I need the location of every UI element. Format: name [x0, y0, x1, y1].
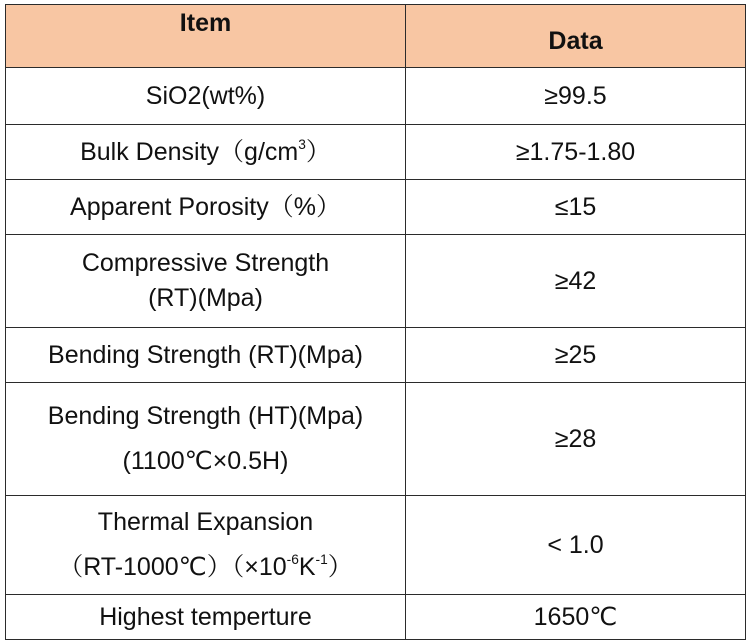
table-row	[6, 235, 746, 328]
table-row	[6, 180, 746, 235]
table-header-row	[6, 5, 746, 68]
table-row	[6, 328, 746, 383]
item-superscript: -1	[315, 552, 328, 567]
specification-table	[5, 4, 746, 640]
data-cell: ≥42	[406, 235, 746, 328]
table-row	[6, 125, 746, 180]
item-label-line-1: Thermal Expansion	[97, 508, 314, 537]
item-label-suffix: ）	[305, 137, 331, 166]
item-column-header: Item	[6, 5, 406, 68]
table-row	[6, 496, 746, 595]
item-label-part: ）	[327, 553, 353, 581]
item-cell	[6, 125, 406, 180]
table-row	[6, 383, 746, 496]
data-cell: ≥99.5	[406, 68, 746, 125]
item-cell	[6, 383, 406, 496]
item-cell	[6, 180, 406, 235]
item-cell	[6, 68, 406, 125]
item-cell	[6, 595, 406, 640]
item-label-line-2: (RT)(Mpa)	[148, 284, 263, 312]
data-cell: ≥28	[406, 383, 746, 496]
item-label: Apparent Porosity（%）	[70, 192, 341, 221]
item-label-line-1: Compressive Strength	[81, 249, 330, 278]
data-cell: ≥25	[406, 328, 746, 383]
data-cell: 1650℃	[406, 595, 746, 640]
data-cell: < 1.0	[406, 496, 746, 595]
item-superscript: 3	[298, 136, 306, 152]
item-label-line-2: (1100℃×0.5H)	[122, 447, 289, 475]
item-cell	[6, 235, 406, 328]
item-cell	[6, 328, 406, 383]
item-label-part: K	[298, 553, 316, 581]
table-row	[6, 595, 746, 640]
item-label: SiO2(wt%)	[145, 81, 266, 110]
table-row	[6, 68, 746, 125]
data-cell: ≤15	[406, 180, 746, 235]
data-column-header: Data	[406, 5, 746, 68]
data-cell: ≥1.75-1.80	[406, 125, 746, 180]
item-cell	[6, 496, 406, 595]
item-superscript: -6	[286, 552, 299, 567]
item-label-part: （RT-1000℃）（×10	[58, 553, 287, 581]
item-label: Highest temperture	[99, 602, 312, 631]
item-label: Bulk Density（g/cm	[80, 137, 299, 166]
item-label-line-1: Bending Strength (HT)(Mpa)	[47, 402, 364, 431]
item-label-line-2	[10, 553, 401, 582]
item-label: Bending Strength (RT)(Mpa)	[48, 340, 363, 369]
